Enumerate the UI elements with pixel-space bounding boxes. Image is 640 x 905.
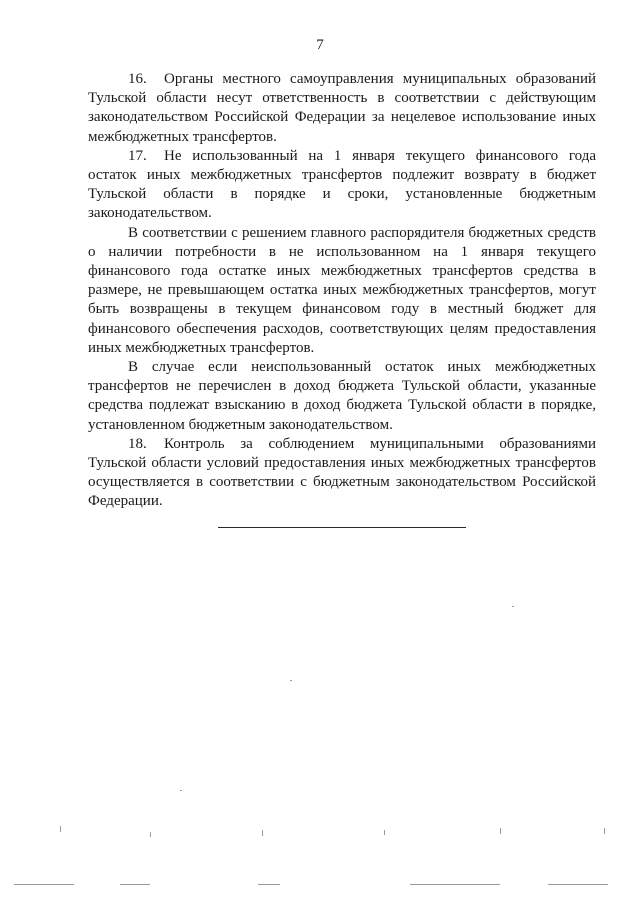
scan-artifact <box>258 884 280 885</box>
paragraph-number: 18. <box>128 435 147 452</box>
paragraph-17-part-2 <box>88 224 596 358</box>
scan-artifact <box>384 830 385 835</box>
document-body <box>88 70 596 512</box>
paragraph-text: Контроль за соблюдением муниципальными образованиями Тульской области условий предоставления иных межбюджетных трансфертов осуществляется в соответствии с бюджетным законодательством Российской Федерации. <box>88 435 596 510</box>
scan-artifact <box>262 830 263 836</box>
paragraph-text: В соответствии с решением главного распорядителя бюджетных средств о наличии потребности в не использованном на 1 января текущего финансового года остатке иных межбюджетных трансфертов средства в размере, не превышающем остатка иных межбюджетных трансфертов, могут быть возвращены в текущем финансовом году в местный бюджет для финансового обеспечения расходов, соответствующих целям предоставления иных межбюджетных трансфертов. <box>88 224 596 356</box>
paragraph-text: В случае если неиспользованный остаток иных межбюджетных трансфертов не перечислен в доход бюджета Тульской области, указанные средства подлежат взысканию в доход бюджета Тульской области в порядке, установленном бюджетным законодательством. <box>88 359 596 433</box>
scan-artifact <box>410 884 500 885</box>
page-number: 7 <box>316 37 324 53</box>
paragraph-18 <box>88 435 596 512</box>
closing-divider <box>218 527 466 528</box>
paragraph-16 <box>88 70 596 147</box>
scan-artifact <box>512 606 514 607</box>
paragraph-number: 17. <box>128 147 147 164</box>
paragraph-number: 16. <box>128 71 147 87</box>
scan-artifact <box>548 884 608 885</box>
scan-artifact <box>120 884 150 885</box>
scan-artifact <box>180 790 182 791</box>
paragraph-text: Не использованный на 1 января текущего финансового года остаток иных межбюджетных трансфертов подлежит возврату в бюджет Тульской области в порядке и сроки, установленные бюджетным законодательством. <box>88 147 596 222</box>
scan-artifact <box>60 826 61 832</box>
scan-artifact <box>14 884 74 885</box>
paragraph-17-part-3 <box>88 358 596 435</box>
scan-artifact <box>150 832 151 837</box>
paragraph-17 <box>88 147 596 224</box>
paragraph-text: Органы местного самоуправления муниципальных образований Тульской области несут ответственность в соответствии с действующим законодательством Российской Федерации за нецелевое использование иных межбюджетных трансфертов. <box>88 71 596 145</box>
scan-artifact <box>290 680 292 681</box>
scan-artifact <box>604 828 605 834</box>
scan-artifact <box>500 828 501 834</box>
